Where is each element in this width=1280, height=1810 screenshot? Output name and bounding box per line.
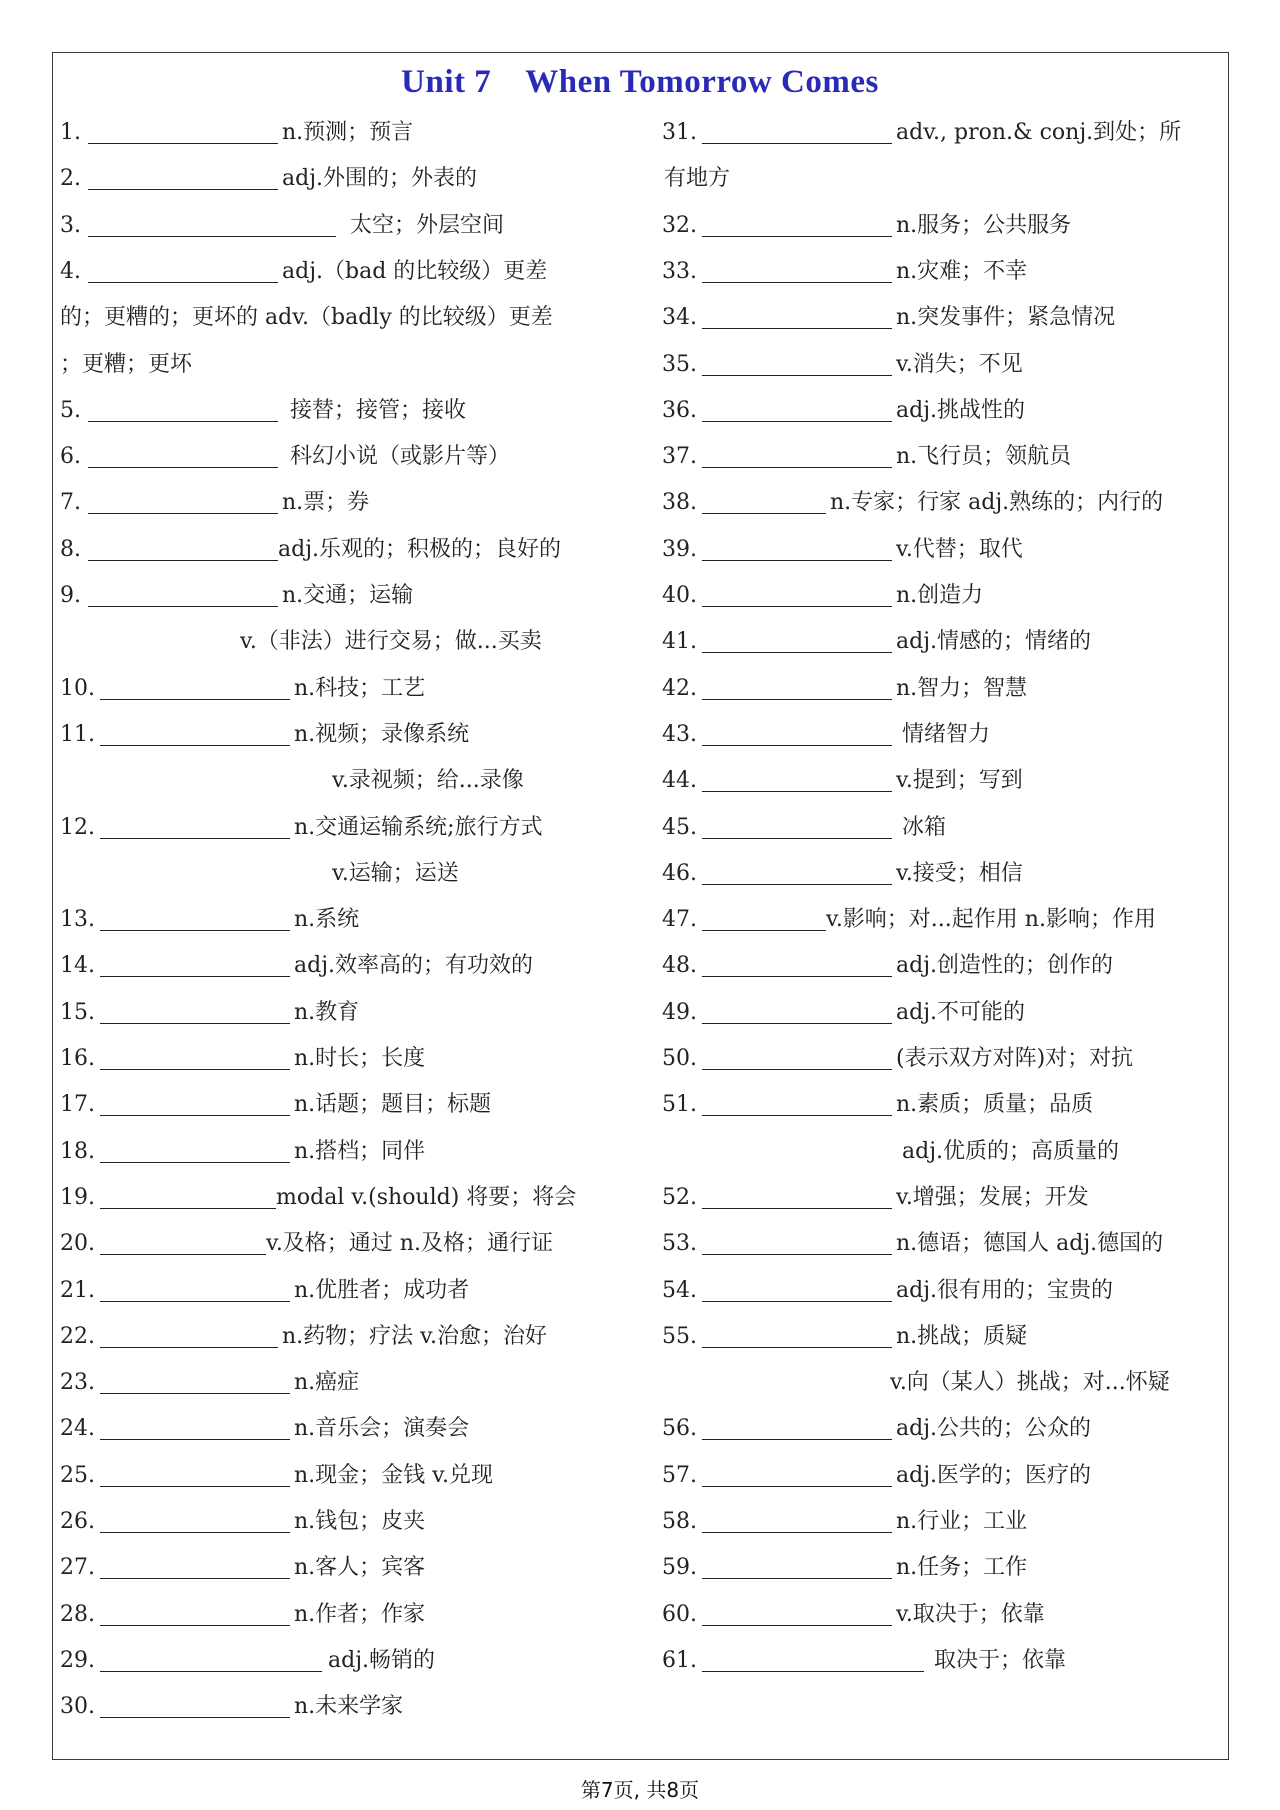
- answer-blank[interactable]: [702, 252, 892, 283]
- answer-blank[interactable]: [702, 761, 892, 792]
- vocab-item: [60, 1132, 425, 1172]
- item-definition: n.灾难；不幸: [896, 258, 1028, 284]
- vocab-item: [60, 437, 510, 477]
- answer-blank[interactable]: [702, 576, 892, 607]
- item-definition: n.作者；作家: [294, 1601, 426, 1627]
- item-number: 18.: [60, 1138, 95, 1164]
- answer-blank[interactable]: [100, 1317, 278, 1348]
- item-number: 11.: [60, 721, 95, 747]
- answer-blank[interactable]: [100, 1363, 290, 1394]
- vocab-item: [662, 1548, 1027, 1588]
- vocab-item: [662, 298, 1115, 338]
- item-number: 57.: [662, 1462, 697, 1488]
- item-number: 1.: [60, 120, 81, 145]
- vocab-item: [60, 483, 369, 523]
- vocab-item: [60, 1085, 491, 1125]
- vocab-item: [662, 345, 1023, 385]
- item-number: 3.: [60, 212, 81, 238]
- item-number: 14.: [60, 953, 95, 979]
- answer-blank[interactable]: [100, 715, 290, 746]
- item-number: 31.: [662, 120, 697, 145]
- definition-continuation: ；更糟；更坏: [60, 351, 193, 377]
- item-definition: n.科技；工艺: [294, 675, 426, 701]
- definition-continuation: 有地方: [664, 166, 731, 192]
- answer-blank[interactable]: [100, 1085, 290, 1116]
- answer-blank[interactable]: [100, 1409, 290, 1440]
- vocab-item: [60, 159, 477, 199]
- item-definition: n.未来学家: [294, 1694, 404, 1720]
- answer-blank[interactable]: [702, 113, 892, 144]
- item-number: 4.: [60, 258, 81, 284]
- vocab-item: [662, 993, 1025, 1033]
- definition-continuation: v.向（某人）挑战；对...怀疑: [890, 1370, 1170, 1396]
- answer-blank[interactable]: [100, 808, 290, 839]
- answer-blank[interactable]: [702, 1271, 892, 1302]
- item-number: 60.: [662, 1601, 697, 1627]
- vocab-item: [662, 854, 1023, 894]
- answer-blank[interactable]: [100, 1456, 290, 1487]
- vocab-item: [60, 946, 533, 986]
- answer-blank[interactable]: [100, 1271, 290, 1302]
- vocab-item: [662, 1641, 1066, 1681]
- answer-blank[interactable]: [702, 1178, 892, 1209]
- vocab-item: [60, 530, 561, 570]
- item-number: 10.: [60, 675, 95, 701]
- item-number: 29.: [60, 1647, 95, 1673]
- vocab-item: [662, 669, 1027, 709]
- item-number: 19.: [60, 1184, 95, 1210]
- item-number: 56.: [662, 1416, 697, 1442]
- answer-blank[interactable]: [702, 345, 892, 376]
- item-number: 8.: [60, 536, 81, 562]
- definition-continuation: v.运输；运送: [332, 860, 459, 886]
- item-number: 40.: [662, 583, 697, 608]
- item-number: 27.: [60, 1555, 95, 1581]
- item-definition: modal v.(should) 将要；将会: [276, 1184, 577, 1210]
- item-number: 28.: [60, 1601, 95, 1627]
- item-definition: 取决于；依靠: [934, 1647, 1067, 1673]
- item-definition: n.票；券: [282, 490, 370, 516]
- item-number: 44.: [662, 768, 697, 794]
- item-number: 43.: [662, 721, 697, 747]
- item-definition: adj.不可能的: [896, 999, 1026, 1025]
- item-definition: adj.情感的；情绪的: [896, 629, 1092, 655]
- item-number: 12.: [60, 814, 95, 840]
- item-number: 39.: [662, 536, 697, 562]
- item-definition: adv., pron.& conj.到处；所: [896, 120, 1182, 145]
- item-number: 48.: [662, 953, 697, 979]
- item-definition: v.增强；发展；开发: [896, 1184, 1089, 1210]
- answer-blank[interactable]: [702, 530, 892, 561]
- item-number: 25.: [60, 1462, 95, 1488]
- answer-blank[interactable]: [100, 900, 290, 931]
- vocab-item: [662, 391, 1025, 431]
- item-number: 20.: [60, 1231, 95, 1257]
- answer-blank[interactable]: [88, 252, 278, 283]
- vocab-item: [60, 1039, 425, 1079]
- item-number: 34.: [662, 305, 697, 331]
- vocab-item: [662, 113, 1181, 153]
- answer-blank[interactable]: [100, 1178, 276, 1209]
- item-number: 33.: [662, 258, 697, 284]
- item-definition: adj.畅销的: [328, 1647, 436, 1673]
- item-definition: v.取决于；依靠: [896, 1601, 1045, 1627]
- item-definition: n.现金；金钱 v.兑现: [294, 1462, 493, 1488]
- definition-continuation: v.（非法）进行交易；做...买卖: [240, 629, 542, 655]
- item-definition: adj.医学的；医疗的: [896, 1462, 1092, 1488]
- item-number: 23.: [60, 1370, 95, 1396]
- answer-blank[interactable]: [702, 437, 892, 468]
- definition-continuation: v.录视频；给...录像: [332, 768, 524, 794]
- item-definition: adj.效率高的；有功效的: [294, 953, 534, 979]
- item-definition: n.预测；预言: [282, 120, 414, 145]
- item-number: 55.: [662, 1323, 697, 1349]
- answer-blank[interactable]: [702, 483, 826, 514]
- item-definition: n.音乐会；演奏会: [294, 1416, 470, 1442]
- answer-blank[interactable]: [88, 391, 278, 422]
- answer-blank[interactable]: [88, 530, 278, 561]
- item-definition: v.接受；相信: [896, 860, 1023, 886]
- item-definition: n.药物；疗法 v.治愈；治好: [282, 1323, 547, 1349]
- vocab-item: [60, 1502, 425, 1542]
- item-definition: n.智力；智慧: [896, 675, 1028, 701]
- vocab-item: [60, 1456, 493, 1496]
- item-definition: n.专家；行家 adj.熟练的；内行的: [830, 490, 1164, 516]
- vocab-item: [60, 808, 543, 848]
- item-number: 45.: [662, 814, 697, 840]
- unit-label: Unit 7: [401, 64, 492, 100]
- definition-continuation: 的；更糟的；更坏的 adv.（badly 的比较级）更差: [60, 305, 553, 331]
- vocab-item: [60, 1317, 547, 1357]
- item-number: 53.: [662, 1231, 697, 1257]
- vocab-item: [60, 576, 413, 616]
- vocab-item: [60, 391, 466, 431]
- vocab-item: [60, 900, 359, 940]
- answer-blank[interactable]: [702, 1456, 892, 1487]
- vocab-item: [662, 530, 1023, 570]
- answer-blank[interactable]: [702, 1085, 892, 1116]
- item-definition: adj.公共的；公众的: [896, 1416, 1092, 1442]
- item-number: 36.: [662, 397, 697, 423]
- item-definition: n.德语；德国人 adj.德国的: [896, 1231, 1164, 1257]
- answer-blank[interactable]: [88, 206, 336, 237]
- item-definition: v.消失；不见: [896, 351, 1023, 377]
- vocab-item: [60, 1687, 403, 1727]
- vocab-item: [60, 1595, 425, 1635]
- answer-blank[interactable]: [100, 1641, 322, 1672]
- vocab-item: [662, 1456, 1091, 1496]
- vocab-item: [662, 1039, 1133, 1079]
- answer-blank[interactable]: [100, 1502, 290, 1533]
- answer-blank[interactable]: [702, 1224, 892, 1255]
- item-number: 38.: [662, 490, 697, 516]
- item-definition: n.素质；质量；品质: [896, 1092, 1094, 1118]
- item-definition: n.优胜者；成功者: [294, 1277, 470, 1303]
- page-title: [0, 64, 1280, 101]
- answer-blank[interactable]: [702, 1595, 892, 1626]
- vocab-item: [60, 113, 413, 153]
- answer-blank[interactable]: [702, 206, 892, 237]
- answer-blank[interactable]: [702, 993, 892, 1024]
- answer-blank[interactable]: [100, 1687, 290, 1718]
- vocab-item: [662, 1178, 1089, 1218]
- item-definition: 科幻小说（或影片等）: [290, 444, 511, 470]
- item-number: 54.: [662, 1277, 697, 1303]
- item-definition: n.交通运输系统;旅行方式: [294, 814, 543, 840]
- answer-blank[interactable]: [702, 808, 892, 839]
- item-number: 47.: [662, 907, 697, 933]
- item-definition: n.挑战；质疑: [896, 1323, 1028, 1349]
- item-definition: n.系统: [294, 907, 360, 933]
- answer-blank[interactable]: [702, 669, 892, 700]
- item-number: 17.: [60, 1092, 95, 1118]
- item-definition: 情绪智力: [902, 721, 991, 747]
- vocab-item: [662, 761, 1023, 801]
- item-definition: n.交通；运输: [282, 583, 414, 608]
- vocab-item: [662, 622, 1091, 662]
- item-definition: adj.外围的；外表的: [282, 166, 478, 192]
- answer-blank[interactable]: [88, 576, 278, 607]
- answer-blank[interactable]: [702, 622, 892, 653]
- item-definition: n.服务；公共服务: [896, 212, 1072, 238]
- item-definition: n.癌症: [294, 1370, 360, 1396]
- answer-blank[interactable]: [702, 946, 892, 977]
- answer-blank[interactable]: [702, 715, 892, 746]
- item-definition: n.任务；工作: [896, 1555, 1028, 1581]
- item-definition: 太空；外层空间: [350, 212, 505, 238]
- item-definition: v.及格；通过 n.及格；通行证: [266, 1231, 553, 1257]
- item-definition: n.客人；宾客: [294, 1555, 426, 1581]
- vocab-item: [60, 1641, 435, 1681]
- answer-blank[interactable]: [702, 1548, 892, 1579]
- item-definition: adj.（bad 的比较级）更差: [282, 258, 548, 284]
- item-definition: n.教育: [294, 999, 360, 1025]
- item-definition: n.搭档；同伴: [294, 1138, 426, 1164]
- vocab-item: [662, 808, 946, 848]
- item-definition: adj.创造性的；创作的: [896, 953, 1114, 979]
- vocab-item: [60, 252, 547, 292]
- item-number: 52.: [662, 1184, 697, 1210]
- item-number: 21.: [60, 1277, 95, 1303]
- item-number: 16.: [60, 1046, 95, 1071]
- item-definition: n.行业；工业: [896, 1509, 1028, 1534]
- answer-blank[interactable]: [702, 1502, 892, 1533]
- item-definition: n.视频；录像系统: [294, 721, 470, 747]
- item-definition: v.代替；取代: [896, 536, 1023, 562]
- item-number: 2.: [60, 166, 81, 192]
- answer-blank[interactable]: [702, 298, 892, 329]
- vocab-item: [662, 206, 1071, 246]
- item-number: 13.: [60, 907, 95, 933]
- item-definition: (表示双方对阵)对；对抗: [896, 1046, 1134, 1071]
- answer-blank[interactable]: [88, 159, 278, 190]
- vocab-item: [662, 1317, 1027, 1357]
- vocab-item: [662, 1595, 1045, 1635]
- vocab-item: [662, 1502, 1027, 1542]
- vocab-item: [60, 1363, 359, 1403]
- vocab-item: [662, 946, 1113, 986]
- item-definition: adj.乐观的；积极的；良好的: [278, 536, 562, 562]
- answer-blank[interactable]: [702, 1039, 892, 1070]
- answer-blank[interactable]: [100, 1132, 290, 1163]
- item-number: 58.: [662, 1509, 697, 1534]
- item-number: 26.: [60, 1509, 95, 1534]
- vocab-item: [60, 1178, 576, 1218]
- item-definition: adj.很有用的；宝贵的: [896, 1277, 1114, 1303]
- answer-blank[interactable]: [702, 1409, 892, 1440]
- vocab-item: [662, 576, 983, 616]
- item-definition: n.钱包；皮夹: [294, 1509, 426, 1534]
- answer-blank[interactable]: [88, 437, 278, 468]
- vocab-item: [60, 669, 425, 709]
- definition-continuation: adj.优质的；高质量的: [902, 1138, 1120, 1164]
- answer-blank[interactable]: [100, 1595, 290, 1626]
- vocab-item: [662, 1224, 1163, 1264]
- vocab-item: [60, 1548, 425, 1588]
- item-number: 7.: [60, 490, 81, 516]
- item-definition: v.影响；对...起作用 n.影响；作用: [826, 907, 1156, 933]
- answer-blank[interactable]: [100, 993, 290, 1024]
- item-number: 15.: [60, 999, 95, 1025]
- item-number: 9.: [60, 583, 81, 608]
- item-definition: n.突发事件；紧急情况: [896, 305, 1116, 331]
- vocab-item: [662, 437, 1071, 477]
- answer-blank[interactable]: [100, 1039, 290, 1070]
- item-number: 30.: [60, 1694, 95, 1720]
- item-number: 37.: [662, 444, 697, 470]
- item-number: 24.: [60, 1416, 95, 1442]
- item-number: 51.: [662, 1092, 697, 1118]
- vocab-item: [662, 1085, 1093, 1125]
- item-number: 42.: [662, 675, 697, 701]
- page-footer: 第7页, 共8页: [580, 1778, 700, 1802]
- item-number: 35.: [662, 351, 697, 377]
- answer-blank[interactable]: [702, 854, 892, 885]
- vocab-item: [662, 1409, 1091, 1449]
- vocab-item: [60, 993, 359, 1033]
- item-number: 32.: [662, 212, 697, 238]
- item-number: 50.: [662, 1046, 697, 1071]
- item-definition: v.提到；写到: [896, 768, 1023, 794]
- unit-name: When Tomorrow Comes: [525, 64, 879, 100]
- answer-blank[interactable]: [100, 669, 290, 700]
- item-number: 6.: [60, 444, 81, 470]
- answer-blank[interactable]: [702, 391, 892, 422]
- answer-blank[interactable]: [100, 1224, 266, 1255]
- item-definition: 接替；接管；接收: [290, 397, 467, 423]
- item-number: 59.: [662, 1555, 697, 1581]
- answer-blank[interactable]: [100, 946, 290, 977]
- answer-blank[interactable]: [88, 113, 278, 144]
- answer-blank[interactable]: [702, 1317, 892, 1348]
- item-definition: n.话题；题目；标题: [294, 1092, 492, 1118]
- vocab-item: [662, 483, 1163, 523]
- item-number: 61.: [662, 1647, 697, 1673]
- answer-blank[interactable]: [702, 900, 826, 931]
- vocab-item: [60, 206, 504, 246]
- vocab-item: [662, 900, 1156, 940]
- item-number: 41.: [662, 629, 697, 655]
- item-number: 5.: [60, 397, 81, 423]
- item-definition: n.时长；长度: [294, 1046, 426, 1071]
- vocab-item: [60, 1409, 469, 1449]
- item-number: 49.: [662, 999, 697, 1025]
- answer-blank[interactable]: [88, 483, 278, 514]
- item-definition: 冰箱: [902, 814, 947, 840]
- vocab-item: [662, 252, 1027, 292]
- item-definition: n.创造力: [896, 583, 984, 608]
- vocab-item: [60, 1224, 553, 1264]
- vocab-item: [662, 715, 990, 755]
- item-number: 46.: [662, 860, 697, 886]
- vocab-item: [60, 1271, 469, 1311]
- vocab-item: [60, 715, 469, 755]
- item-definition: adj.挑战性的: [896, 397, 1026, 423]
- answer-blank[interactable]: [100, 1548, 290, 1579]
- item-number: 22.: [60, 1323, 95, 1349]
- vocab-item: [662, 1271, 1113, 1311]
- answer-blank[interactable]: [702, 1641, 924, 1672]
- item-definition: n.飞行员；领航员: [896, 444, 1072, 470]
